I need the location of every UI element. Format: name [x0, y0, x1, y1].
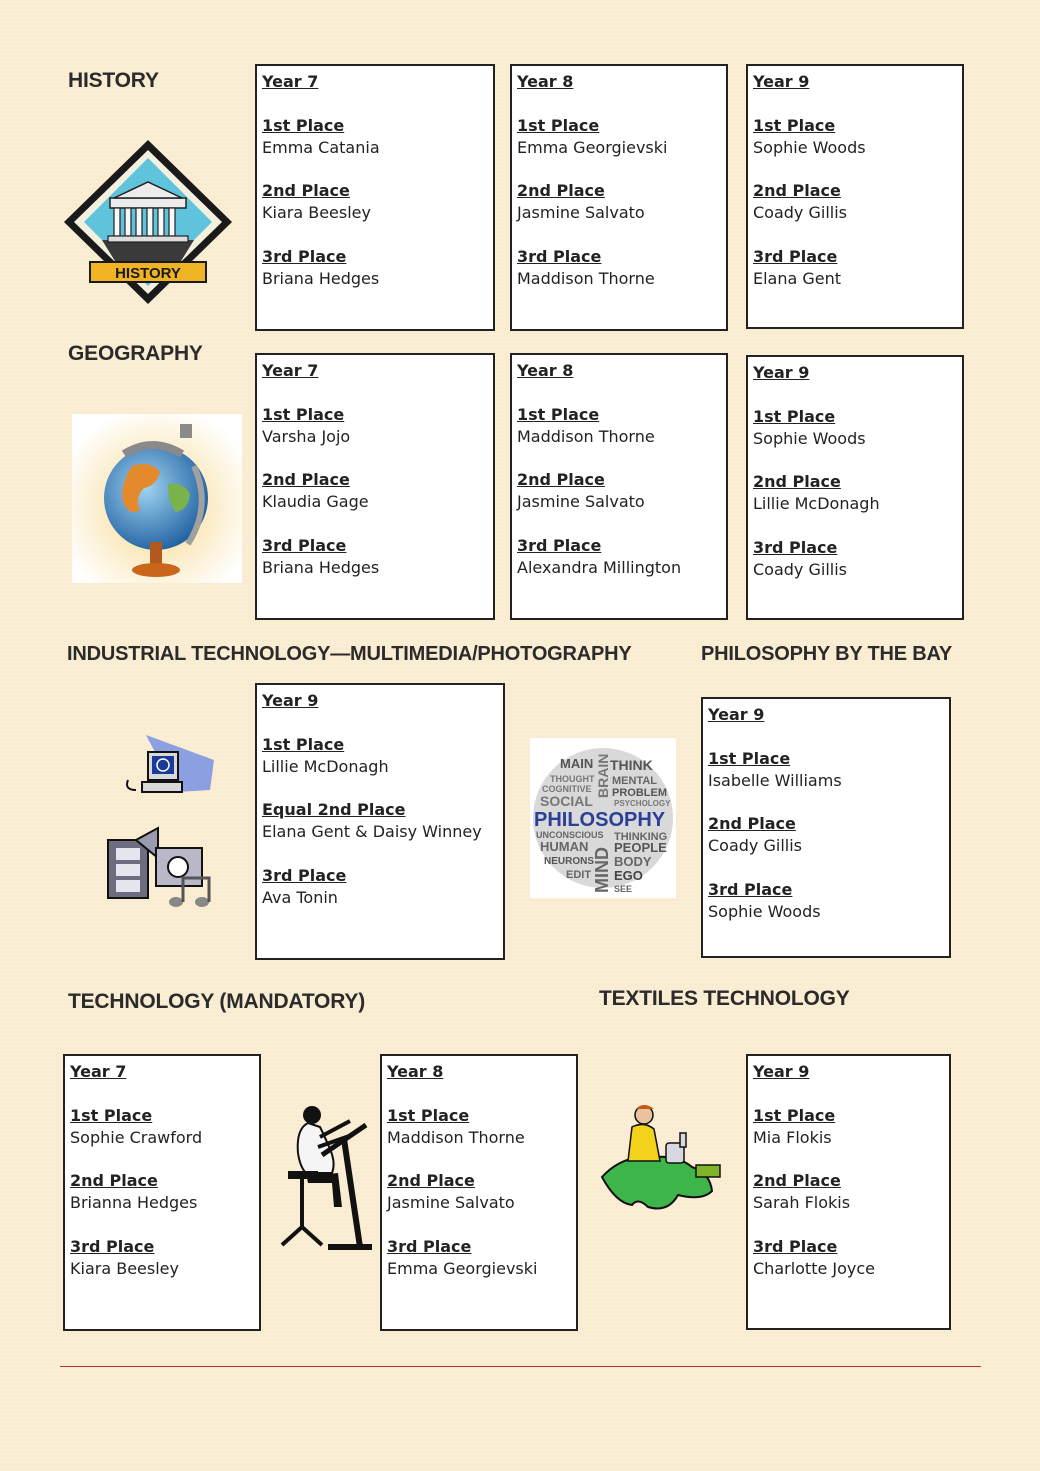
first-place-label: 1st Place [753, 406, 836, 426]
svg-text:EDIT: EDIT [566, 869, 592, 881]
third-place-name: Kiara Beesley [70, 1258, 179, 1278]
first-place-label: 1st Place [753, 115, 836, 135]
svg-text:PSYCHOLOGY: PSYCHOLOGY [614, 799, 671, 808]
industrial-technology-heading: INDUSTRIAL TECHNOLOGY—MULTIMEDIA/PHOTOGRAPHY [67, 643, 632, 665]
first-place-label: 1st Place [517, 404, 600, 424]
svg-text:MENTAL: MENTAL [612, 775, 658, 787]
svg-text:COGNITIVE: COGNITIVE [542, 784, 592, 794]
second-place-label: 2nd Place [708, 814, 796, 833]
year-label: Year 7 [262, 72, 319, 91]
third-place-name: Coady Gillis [753, 559, 847, 579]
year-label: Year 9 [753, 1062, 810, 1081]
first-place-label: 1st Place [262, 115, 345, 135]
third-place-name: Ava Tonin [262, 887, 338, 907]
third-place-name: Maddison Thorne [517, 268, 655, 288]
second-place-label: Equal 2nd Place [262, 800, 406, 819]
history-year7-box [255, 64, 495, 331]
first-place-name: Maddison Thorne [387, 1127, 525, 1147]
first-place-label: 1st Place [517, 115, 600, 135]
svg-text:SEE: SEE [614, 884, 633, 894]
svg-text:THINK: THINK [610, 757, 653, 773]
year-label: Year 7 [70, 1062, 127, 1081]
philosophy-year9-box [701, 697, 951, 958]
second-place-label: 2nd Place [517, 470, 605, 489]
third-place-label: 3rd Place [262, 535, 347, 555]
svg-text:BRAIN: BRAIN [595, 753, 611, 798]
svg-text:MIND: MIND [592, 847, 612, 893]
second-place-name: Coady Gillis [753, 203, 847, 222]
first-place-label: 1st Place [70, 1105, 153, 1125]
year-label: Year 9 [708, 705, 765, 724]
geography-year8-box [510, 353, 728, 620]
second-place-label: 2nd Place [753, 181, 841, 200]
third-place-label: 3rd Place [753, 537, 838, 557]
first-place-name: Emma Georgievski [517, 137, 668, 157]
first-place-name: Lillie McDonagh [262, 756, 389, 776]
first-place-name: Varsha Jojo [262, 426, 351, 446]
third-place-label: 3rd Place [262, 865, 347, 885]
svg-text:PEOPLE: PEOPLE [614, 840, 667, 855]
second-place-name: Jasmine Salvato [387, 1193, 515, 1212]
second-place-name: Lillie McDonagh [753, 494, 880, 513]
year-label: Year 8 [387, 1062, 444, 1081]
first-place-name: Sophie Woods [753, 428, 866, 448]
third-place-name: Emma Georgievski [387, 1258, 538, 1278]
geography-year9-box [746, 355, 964, 620]
third-place-name: Elana Gent [753, 268, 842, 288]
third-place-name: Sophie Woods [708, 901, 821, 921]
second-place-label: 2nd Place [387, 1171, 475, 1190]
svg-text:HUMAN: HUMAN [540, 839, 589, 854]
third-place-name: Briana Hedges [262, 268, 380, 288]
third-place-name: Charlotte Joyce [753, 1258, 876, 1278]
second-place-label: 2nd Place [262, 470, 350, 489]
globe-image [72, 414, 242, 583]
technology-year8-box [380, 1054, 578, 1331]
footer-rule [60, 1366, 981, 1367]
history-logo-text: HISTORY [115, 265, 181, 282]
textiles-heading: TEXTILES TECHNOLOGY [599, 987, 850, 1010]
year-label: Year 8 [517, 361, 574, 380]
geography-heading: GEOGRAPHY [68, 342, 203, 365]
second-place-name: Klaudia Gage [262, 492, 369, 511]
svg-text:PHILOSOPHY: PHILOSOPHY [534, 809, 666, 831]
third-place-label: 3rd Place [753, 1236, 838, 1256]
svg-text:THOUGHT: THOUGHT [550, 774, 595, 784]
svg-text:NEURONS: NEURONS [544, 856, 595, 867]
third-place-label: 3rd Place [517, 246, 602, 266]
second-place-label: 2nd Place [70, 1171, 158, 1190]
sewing-person-image [598, 1103, 730, 1211]
second-place-label: 2nd Place [517, 181, 605, 200]
textiles-year9-box [746, 1054, 951, 1330]
third-place-label: 3rd Place [517, 535, 602, 555]
second-place-name: Brianna Hedges [70, 1193, 198, 1212]
svg-text:SOCIAL: SOCIAL [540, 793, 593, 809]
second-place-name: Kiara Beesley [262, 203, 371, 222]
third-place-name: Alexandra Millington [517, 557, 682, 577]
multimedia-image [106, 730, 218, 910]
svg-text:PROBLEM: PROBLEM [612, 787, 667, 799]
technology-heading: TECHNOLOGY (MANDATORY) [68, 990, 365, 1013]
first-place-label: 1st Place [387, 1105, 470, 1125]
history-logo [62, 138, 234, 306]
second-place-name: Jasmine Salvato [517, 492, 645, 511]
history-heading: HISTORY [68, 69, 159, 92]
philosophy-heading: PHILOSOPHY BY THE BAY [701, 643, 953, 665]
second-place-label: 2nd Place [262, 181, 350, 200]
first-place-name: Isabelle Williams [708, 770, 842, 790]
first-place-name: Sophie Crawford [70, 1127, 203, 1147]
year-label: Year 9 [262, 691, 319, 710]
first-place-label: 1st Place [753, 1105, 836, 1125]
history-year8-box [510, 64, 728, 331]
year-label: Year 9 [753, 72, 810, 91]
first-place-label: 1st Place [708, 748, 791, 768]
second-place-name: Coady Gillis [708, 836, 802, 855]
third-place-name: Briana Hedges [262, 557, 380, 577]
third-place-label: 3rd Place [70, 1236, 155, 1256]
first-place-name: Sophie Woods [753, 137, 866, 157]
philosophy-word-cloud [530, 738, 676, 898]
year-label: Year 9 [753, 363, 810, 382]
second-place-name: Jasmine Salvato [517, 203, 645, 222]
third-place-label: 3rd Place [753, 246, 838, 266]
svg-text:UNCONSCIOUS: UNCONSCIOUS [536, 830, 604, 840]
svg-text:BODY: BODY [614, 854, 652, 869]
second-place-label: 2nd Place [753, 472, 841, 491]
first-place-name: Maddison Thorne [517, 426, 655, 446]
technology-year7-box [63, 1054, 261, 1331]
svg-text:MAIN: MAIN [560, 756, 594, 771]
second-place-name: Elana Gent & Daisy Winney [262, 822, 482, 841]
second-place-name: Sarah Flokis [753, 1193, 851, 1212]
third-place-label: 3rd Place [708, 879, 793, 899]
third-place-label: 3rd Place [387, 1236, 472, 1256]
first-place-name: Mia Flokis [753, 1127, 832, 1147]
history-year9-box [746, 64, 964, 329]
year-label: Year 8 [517, 72, 574, 91]
year-label: Year 7 [262, 361, 319, 380]
industrial-year9-box [255, 683, 505, 960]
svg-text:THINKING: THINKING [614, 831, 668, 843]
first-place-name: Emma Catania [262, 137, 380, 157]
second-place-label: 2nd Place [753, 1171, 841, 1190]
first-place-label: 1st Place [262, 734, 345, 754]
geography-year7-box [255, 353, 495, 620]
svg-text:EGO: EGO [614, 868, 643, 883]
third-place-label: 3rd Place [262, 246, 347, 266]
first-place-label: 1st Place [262, 404, 345, 424]
drafting-person-image [268, 1103, 372, 1253]
